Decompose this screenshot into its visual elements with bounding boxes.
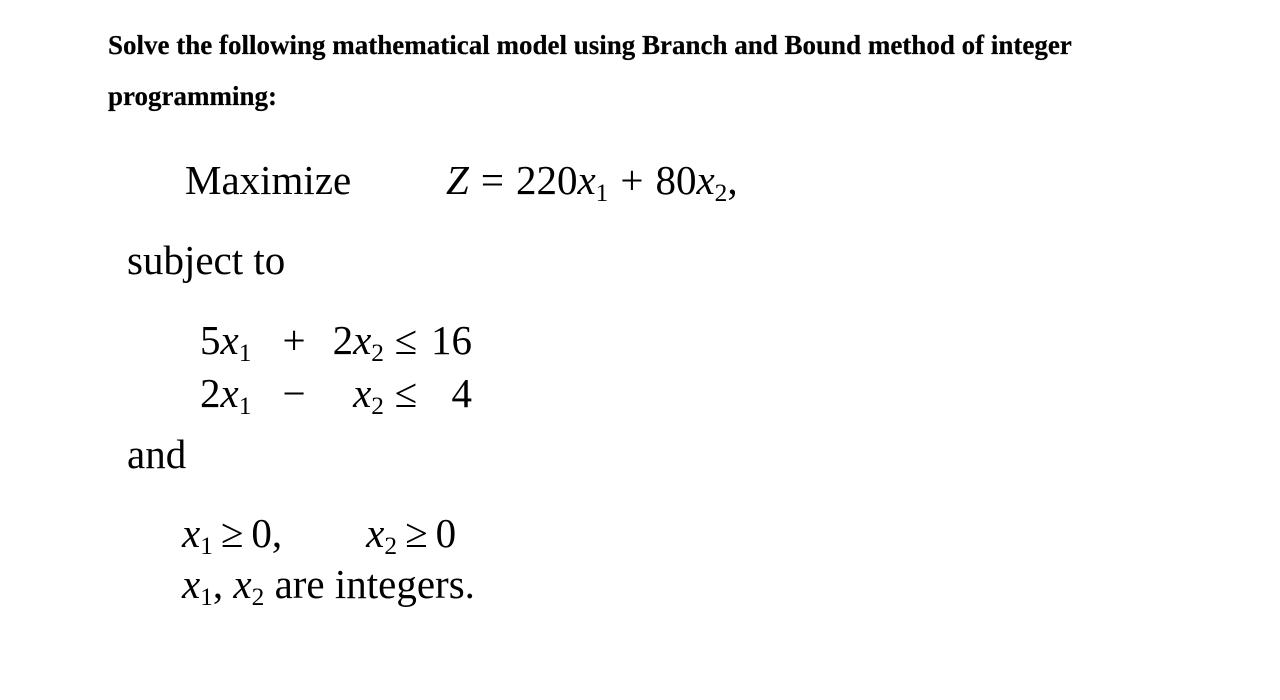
objective-coef-2: 80 — [655, 157, 697, 203]
c2-sub-2: 2 — [371, 392, 384, 421]
c2-var-2: x — [353, 370, 372, 416]
objective-var-1: x — [577, 157, 596, 203]
c1-sub-1: 1 — [238, 339, 252, 368]
integrality-text: are integers. — [274, 561, 475, 607]
objective-coef-1: 220 — [515, 157, 578, 203]
c2-var-1: x — [220, 370, 239, 416]
objective-var-2: x — [696, 157, 715, 203]
nn-value-2: 0 — [435, 510, 457, 556]
c1-coef-2: 2 — [332, 317, 354, 363]
constraint-2 — [200, 369, 472, 421]
int-separator: , — [212, 561, 224, 607]
objective-sub-2: 2 — [714, 179, 728, 208]
objective-z: Z — [446, 157, 469, 203]
nn-separator: , — [271, 510, 283, 556]
c1-var-2: x — [353, 317, 372, 363]
c1-relation: ≤ — [394, 317, 418, 363]
c1-rhs: 16 — [431, 317, 472, 363]
c2-sub-1: 1 — [238, 392, 252, 421]
c2-rhs: 4 — [451, 370, 472, 416]
c1-sub-2: 2 — [371, 339, 384, 368]
objective-sub-1: 1 — [595, 179, 609, 208]
nn-sub-1: 1 — [200, 532, 213, 561]
integrality-constraint — [182, 560, 475, 612]
problem-statement: Solve the following mathematical model using Branch and Bound method of integer programming: — [108, 30, 1072, 111]
and-label: and — [127, 431, 187, 477]
subject-to-label: subject to — [127, 237, 286, 283]
c1-var-1: x — [220, 317, 239, 363]
nn-relation-2: ≥ — [405, 510, 428, 556]
c2-coef-1: 2 — [200, 370, 221, 416]
nn-relation-1: ≥ — [220, 510, 244, 556]
nn-var-1: x — [182, 510, 201, 556]
plus-sign: + — [620, 157, 644, 203]
c2-relation: ≤ — [394, 370, 418, 416]
nn-sub-2: 2 — [384, 532, 398, 561]
constraint-1 — [200, 316, 472, 368]
nn-value-1: 0 — [251, 510, 272, 556]
maximize-label: Maximize — [185, 157, 352, 203]
int-var-2: x — [233, 561, 252, 607]
equals-sign: = — [480, 157, 504, 203]
c2-operator: − — [282, 370, 306, 416]
c1-coef-1: 5 — [200, 317, 221, 363]
int-var-1: x — [182, 561, 201, 607]
objective-function — [446, 156, 738, 208]
nonnegativity-constraints — [182, 509, 457, 561]
int-sub-2: 2 — [251, 583, 265, 612]
objective-comma: , — [727, 157, 738, 203]
int-sub-1: 1 — [200, 583, 213, 612]
c1-operator: + — [282, 317, 306, 363]
nn-var-2: x — [366, 510, 385, 556]
